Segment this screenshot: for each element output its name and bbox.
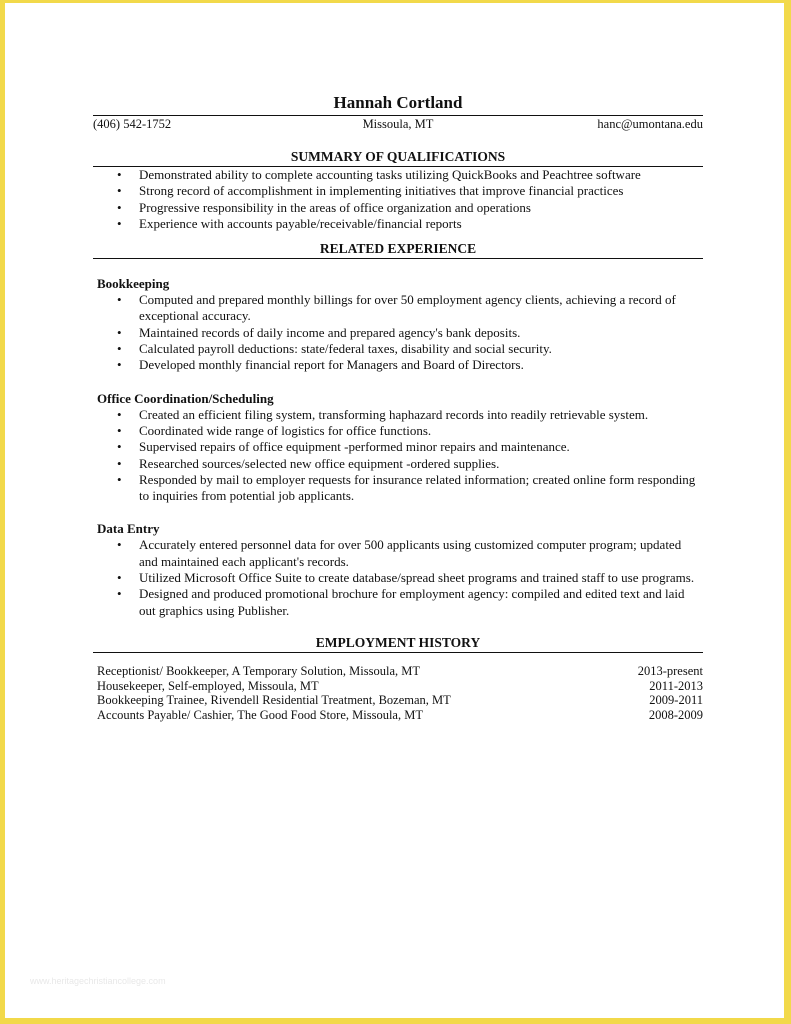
employment-list — [93, 664, 703, 723]
employment-dates: 2009-2011 — [649, 693, 703, 708]
bullet-icon: • — [117, 537, 122, 553]
bullet-icon: • — [117, 471, 122, 487]
bullet-icon: • — [117, 183, 122, 199]
bullet-icon: • — [117, 341, 122, 357]
bullet-icon: • — [117, 406, 122, 422]
bullet-icon: • — [117, 439, 122, 455]
bullet-icon: • — [117, 215, 122, 231]
experience-item: • Supervised repairs of office equipment -performed minor repairs and maintenance. — [117, 439, 570, 455]
experience-group-heading: Data Entry — [97, 521, 160, 537]
experience-item: • Calculated payroll deductions: state/federal taxes, disability and social security. — [117, 341, 552, 357]
experience-item: • Responded by mail to employer requests for insurance related information; created online form responding to inquiries from potential job applicants. — [117, 471, 696, 504]
experience-item: • Utilized Microsoft Office Suite to create database/spread sheet programs and trained staff to use programs. — [117, 570, 695, 586]
employment-dates: 2008-2009 — [648, 708, 703, 723]
location: Missoula, MT — [362, 117, 434, 131]
experience-item: • Coordinated wide range of logistics for office functions. — [117, 422, 432, 438]
summary-item: • Progressive responsibility in the areas of office organization and operations — [117, 199, 531, 215]
experience-list — [93, 292, 703, 373]
employment-row — [97, 708, 703, 723]
summary-item: • Demonstrated ability to complete accounting tasks utilizing QuickBooks and Peachtree software — [117, 167, 641, 182]
bullet-icon: • — [117, 455, 122, 471]
experience-group-heading: Office Coordination/Scheduling — [97, 390, 274, 406]
experience-heading: RELATED EXPERIENCE — [93, 241, 703, 259]
employment-position: Accounts Payable/ Cashier, The Good Food Store, Missoula, MT — [97, 708, 423, 723]
employment-row — [97, 664, 703, 679]
bullet-icon: • — [117, 422, 122, 438]
employment-heading: EMPLOYMENT HISTORY — [93, 635, 703, 653]
employment-dates: 2013-present — [637, 663, 703, 678]
experience-item: • Designed and produced promotional brochure for employment agency: compiled and edited text and laid out graphics using Publisher. — [117, 586, 685, 618]
experience-list — [93, 407, 703, 505]
summary-item: • Experience with accounts payable/receivable/financial reports — [117, 215, 462, 231]
bullet-icon: • — [117, 357, 122, 373]
summary-heading: SUMMARY OF QUALIFICATIONS — [93, 149, 703, 167]
experience-item: • Developed monthly financial report for Managers and Board of Directors. — [117, 357, 524, 373]
bullet-icon: • — [117, 167, 122, 182]
bullet-icon: • — [117, 570, 122, 586]
bullet-icon: • — [117, 586, 122, 602]
bullet-icon: • — [117, 324, 122, 340]
contact-line — [93, 116, 703, 132]
experience-item: • Accurately entered personnel data for over 500 applicants using customized computer program; updated and maintained each applicant's records. — [117, 537, 682, 569]
experience-item: • Created an efficient filing system, transforming haphazard records into readily retrievable system. — [117, 406, 649, 422]
employment-dates: 2011-2013 — [649, 678, 703, 693]
email-address: hanc@umontana.edu — [597, 117, 703, 131]
resume-page — [5, 3, 784, 1018]
candidate-name: Hannah Cortland — [93, 93, 703, 116]
employment-row — [97, 679, 703, 694]
employment-position: Housekeeper, Self-employed, Missoula, MT — [97, 678, 319, 693]
experience-list — [93, 537, 703, 618]
experience-item: • Maintained records of daily income and prepared agency's bank deposits. — [117, 324, 521, 340]
experience-item: • Computed and prepared monthly billings for over 50 employment agency clients, achieving a record of exceptional accuracy. — [117, 292, 676, 324]
employment-position: Bookkeeping Trainee, Rivendell Residential Treatment, Bozeman, MT — [97, 693, 451, 708]
summary-item: • Strong record of accomplishment in implementing initiatives that improve financial practices — [117, 183, 624, 199]
resume-content — [93, 93, 703, 723]
employment-position: Receptionist/ Bookkeeper, A Temporary Solution, Missoula, MT — [97, 663, 421, 678]
bullet-icon: • — [117, 199, 122, 215]
experience-item: • Researched sources/selected new office equipment -ordered supplies. — [117, 455, 500, 471]
bullet-icon: • — [117, 292, 122, 308]
phone-number: (406) 542-1752 — [93, 117, 172, 131]
experience-group-heading: Bookkeeping — [97, 276, 170, 292]
summary-list — [93, 167, 703, 232]
employment-row — [97, 693, 703, 708]
watermark-text: www.heritagechristiancollege.com — [30, 976, 166, 986]
